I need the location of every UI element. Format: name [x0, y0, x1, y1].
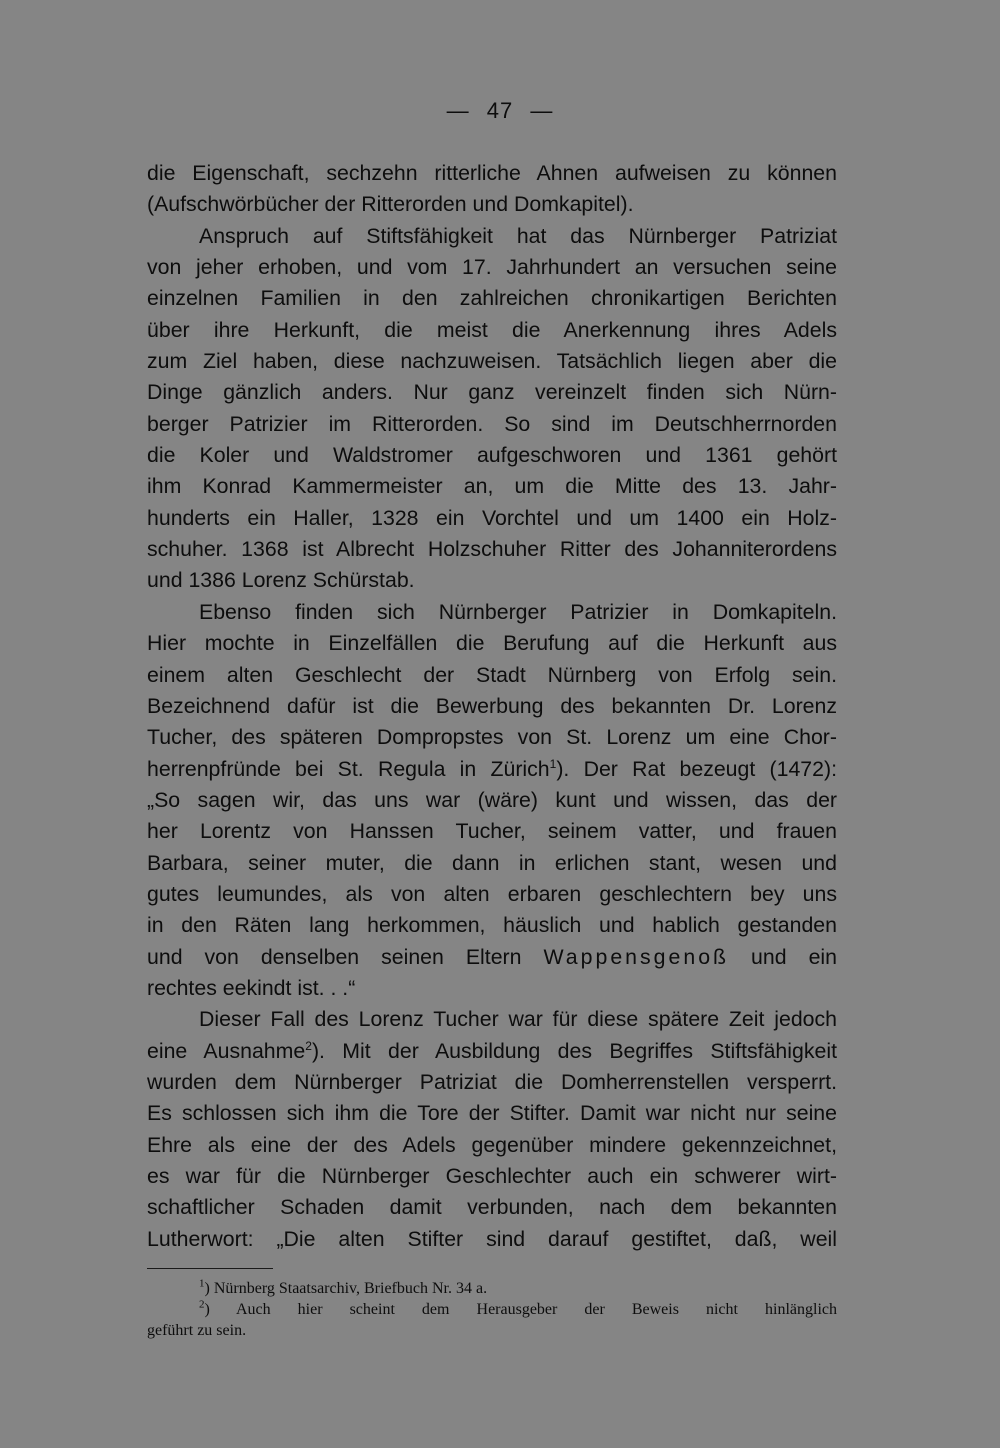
text-line: Lutherwort: „Die alten Stifter sind darauf gestiftet, daß, weil [147, 1226, 837, 1251]
footnote-text: ) Nürnberg Staatsarchiv, Briefbuch Nr. 34 a. [204, 1280, 488, 1297]
text-line: in den Räten lang herkommen, häuslich und hablich gestanden [147, 913, 837, 938]
text-line: gutes leumundes, als von alten erbaren geschlechtern bey uns [147, 881, 837, 906]
text-line: Dinge gänzlich anders. Nur ganz vereinzelt finden sich Nürn- [147, 380, 837, 405]
footnote-text: ) Auch hier scheint dem Herausgeber der Beweis nicht hinlänglich [204, 1301, 837, 1318]
text-segment: und ein [751, 944, 837, 969]
footnote-divider [147, 1268, 273, 1269]
footnote-mark: 1 [199, 1277, 205, 1290]
text-line: berger Patrizier im Ritterorden. So sind im Deutschherrnorden [147, 411, 837, 436]
page-number: — 47 — [446, 98, 554, 123]
text-line: schaftlicher Schaden damit verbunden, nach dem bekannten [147, 1195, 837, 1220]
text-line: Ehre als eine der des Adels gegenüber mindere gekennzeichnet, [147, 1132, 837, 1157]
text-line: Anspruch auf Stiftsfähigkeit hat das Nürnberger Patriziat [199, 223, 837, 248]
footnote-mark: 2 [199, 1298, 205, 1311]
text-segment: ). Mit der Ausbildung des Begriffes Stiftsfähigkeit [311, 1038, 837, 1063]
text-line [147, 1036, 837, 1067]
text-line [147, 754, 837, 785]
text-line: zum Ziel haben, diese nachzuweisen. Tatsächlich liegen aber die [147, 349, 837, 374]
text-segment: herrenpfründe bei St. Regula in Zürich [147, 756, 550, 781]
text-line: rechtes eekindt ist. . .“ [147, 975, 356, 1000]
text-segment: ). Der Rat bezeugt (1472): [556, 756, 838, 781]
body-text [147, 158, 837, 1255]
text-line: hunderts ein Haller, 1328 ein Vorchtel und um 1400 ein Holz- [147, 505, 837, 530]
text-line: Ebenso finden sich Nürnberger Patrizier in Domkapiteln. [199, 599, 837, 624]
text-segment: und von denselben seinen Eltern [147, 944, 522, 969]
text-line: die Koler und Waldstromer aufgeschworen und 1361 gehört [147, 443, 837, 468]
footnote-ref: 2 [305, 1038, 312, 1053]
text-line: und 1386 Lorenz Schürstab. [147, 568, 415, 593]
text-line: „So sagen wir, das uns war (wäre) kunt und wissen, das der [147, 787, 837, 812]
text-line [147, 942, 837, 973]
footnotes [147, 1278, 837, 1341]
text-line: Bezeichnend dafür ist die Bewerbung des bekannten Dr. Lorenz [147, 693, 837, 718]
text-line: Tucher, des späteren Dompropstes von St. Lorenz um eine Chor- [147, 725, 837, 750]
footnote-ref: 1 [549, 756, 557, 771]
text-line: ihm Konrad Kammermeister an, um die Mitte des 13. Jahr- [147, 474, 837, 499]
text-line: Dieser Fall des Lorenz Tucher war für diese spätere Zeit jedoch [199, 1007, 837, 1032]
text-line: über ihre Herkunft, die meist die Anerkennung ihres Adels [147, 317, 837, 342]
text-line: es war für die Nürnberger Geschlechter auch ein schwerer wirt- [147, 1164, 837, 1188]
text-line: Es schlossen sich ihm die Tore der Stifter. Damit war nicht nur seine [147, 1101, 837, 1126]
text-line: her Lorentz von Hanssen Tucher, seinem vatter, und frauen [147, 819, 837, 844]
text-line: von jeher erhoben, und vom 17. Jahrhundert an versuchen seine [147, 255, 837, 280]
text-line: Hier mochte in Einzelfällen die Berufung auf die Herkunft aus [147, 631, 837, 656]
text-line: wurden dem Nürnberger Patriziat die Domherrenstellen versperrt. [147, 1069, 837, 1094]
text-line: (Aufschwörbücher der Ritterorden und Domkapitel). [147, 192, 634, 217]
text-line: einem alten Geschlecht der Stadt Nürnberg von Erfolg sein. [147, 662, 837, 687]
footnote-2-continuation: geführt zu sein. [147, 1322, 247, 1339]
text-segment: eine Ausnahme [147, 1038, 306, 1063]
text-line: einzelnen Familien in den zahlreichen chronikartigen Berichten [147, 286, 837, 311]
footnote-2 [147, 1299, 837, 1320]
text-line: schuher. 1368 ist Albrecht Holzschuher Ritter des Johanniterordens [147, 537, 837, 562]
text-line: die Eigenschaft, sechzehn ritterliche Ahnen aufweisen zu können [147, 161, 837, 185]
text-line: Barbara, seiner muter, die dann in erlichen stant, wesen und [147, 850, 837, 875]
footnote-1 [147, 1278, 837, 1299]
emphasized-word: Wappensgenoß [543, 944, 730, 969]
